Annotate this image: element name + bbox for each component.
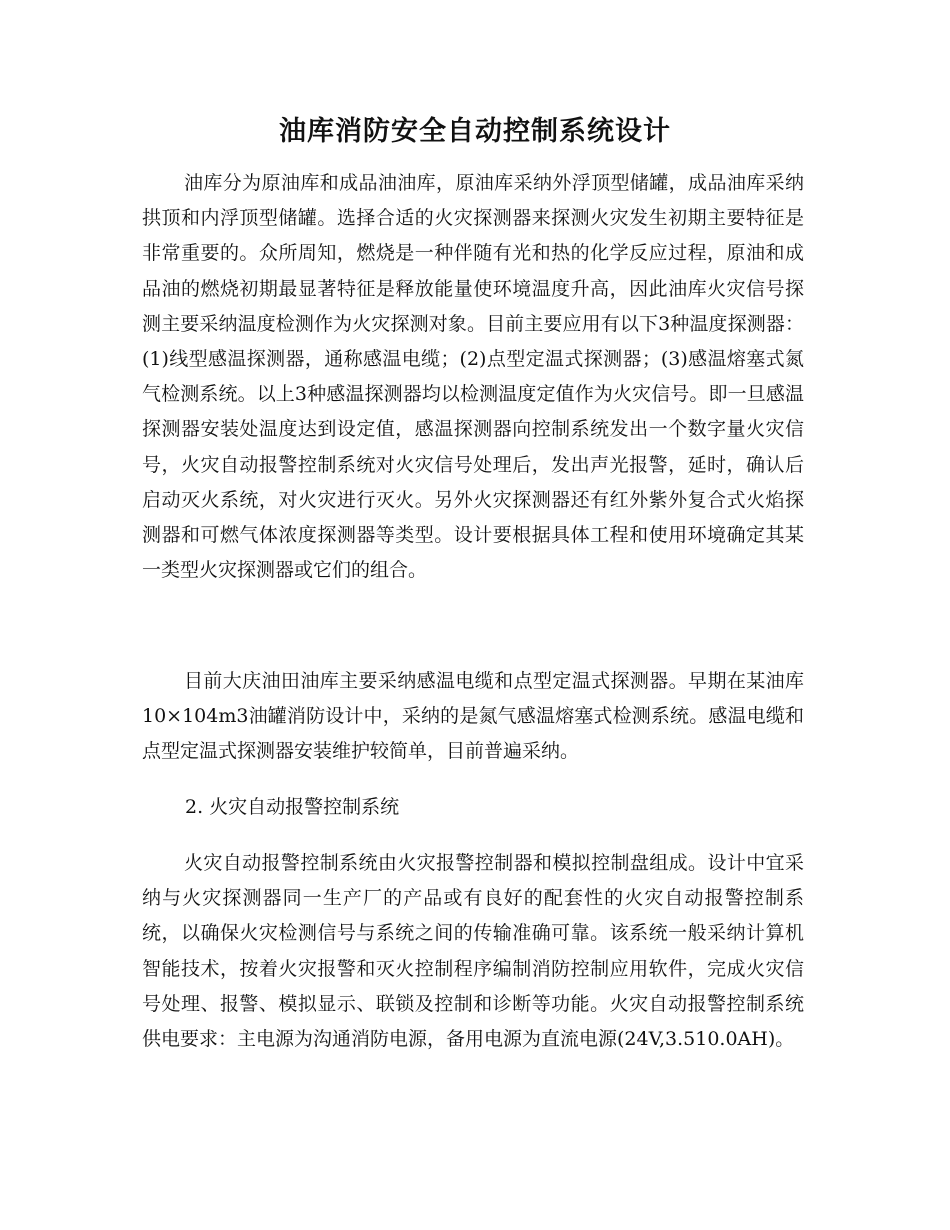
- section-heading-fire-alarm-system: 2. 火灾自动报警控制系统: [185, 796, 400, 818]
- paragraph-fire-detectors: 油库分为原油库和成品油油库，原油库采纳外浮顶型储罐，成品油库采纳拱顶和内浮顶型储罐。选择合适的火灾探测器来探测火灾发生初期主要特征是非常重要的。众所周知，燃烧是一种伴随有光和热的化学反应过程，原油和成品油的燃烧初期最显著特征是释放能量使环境温度升高，因此油库火灾信号探测主要采纳温度检测作为火灾探测对象。目前主要应用有以下3种温度探测器：(1)线型感温探测器，通称感温电缆；(2)点型定温式探测器；(3)感温熔塞式氮气检测系统。以上3种感温探测器均以检测温度定值作为火灾信号。即一旦感温探测器安装处温度达到设定值，感温探测器向控制系统发出一个数字量火灾信号，火灾自动报警控制系统对火灾信号处理后，发出声光报警，延时，确认后启动灭火系统，对火灾进行灭火。另外火灾探测器还有红外紫外复合式火焰探测器和可燃气体浓度探测器等类型。设计要根据具体工程和使用环境确定其某一类型火灾探测器或它们的组合。: [142, 172, 804, 582]
- document-title: 油库消防安全自动控制系统设计: [279, 116, 671, 147]
- paragraph-daqing-oil-depot: 目前大庆油田油库主要采纳感温电缆和点型定温式探测器。早期在某油库10×104m3油罐消防设计中，采纳的是氮气感温熔塞式检测系统。感温电缆和点型定温式探测器安装维护较简单，目前普遍采纳。: [142, 670, 804, 763]
- paragraph-fire-alarm-control-system: 火灾自动报警控制系统由火灾报警控制器和模拟控制盘组成。设计中宜采纳与火灾探测器同一生产厂的产品或有良好的配套性的火灾自动报警控制系统，以确保火灾检测信号与系统之间的传输准确可靠。该系统一般采纳计算机智能技术，按着火灾报警和灭火控制程序编制消防控制应用软件，完成火灾信号处理、报警、模拟显示、联锁及控制和诊断等功能。火灾自动报警控制系统供电要求：主电源为沟通消防电源，备用电源为直流电源(24V,3.510.0AH)。: [142, 852, 804, 1051]
